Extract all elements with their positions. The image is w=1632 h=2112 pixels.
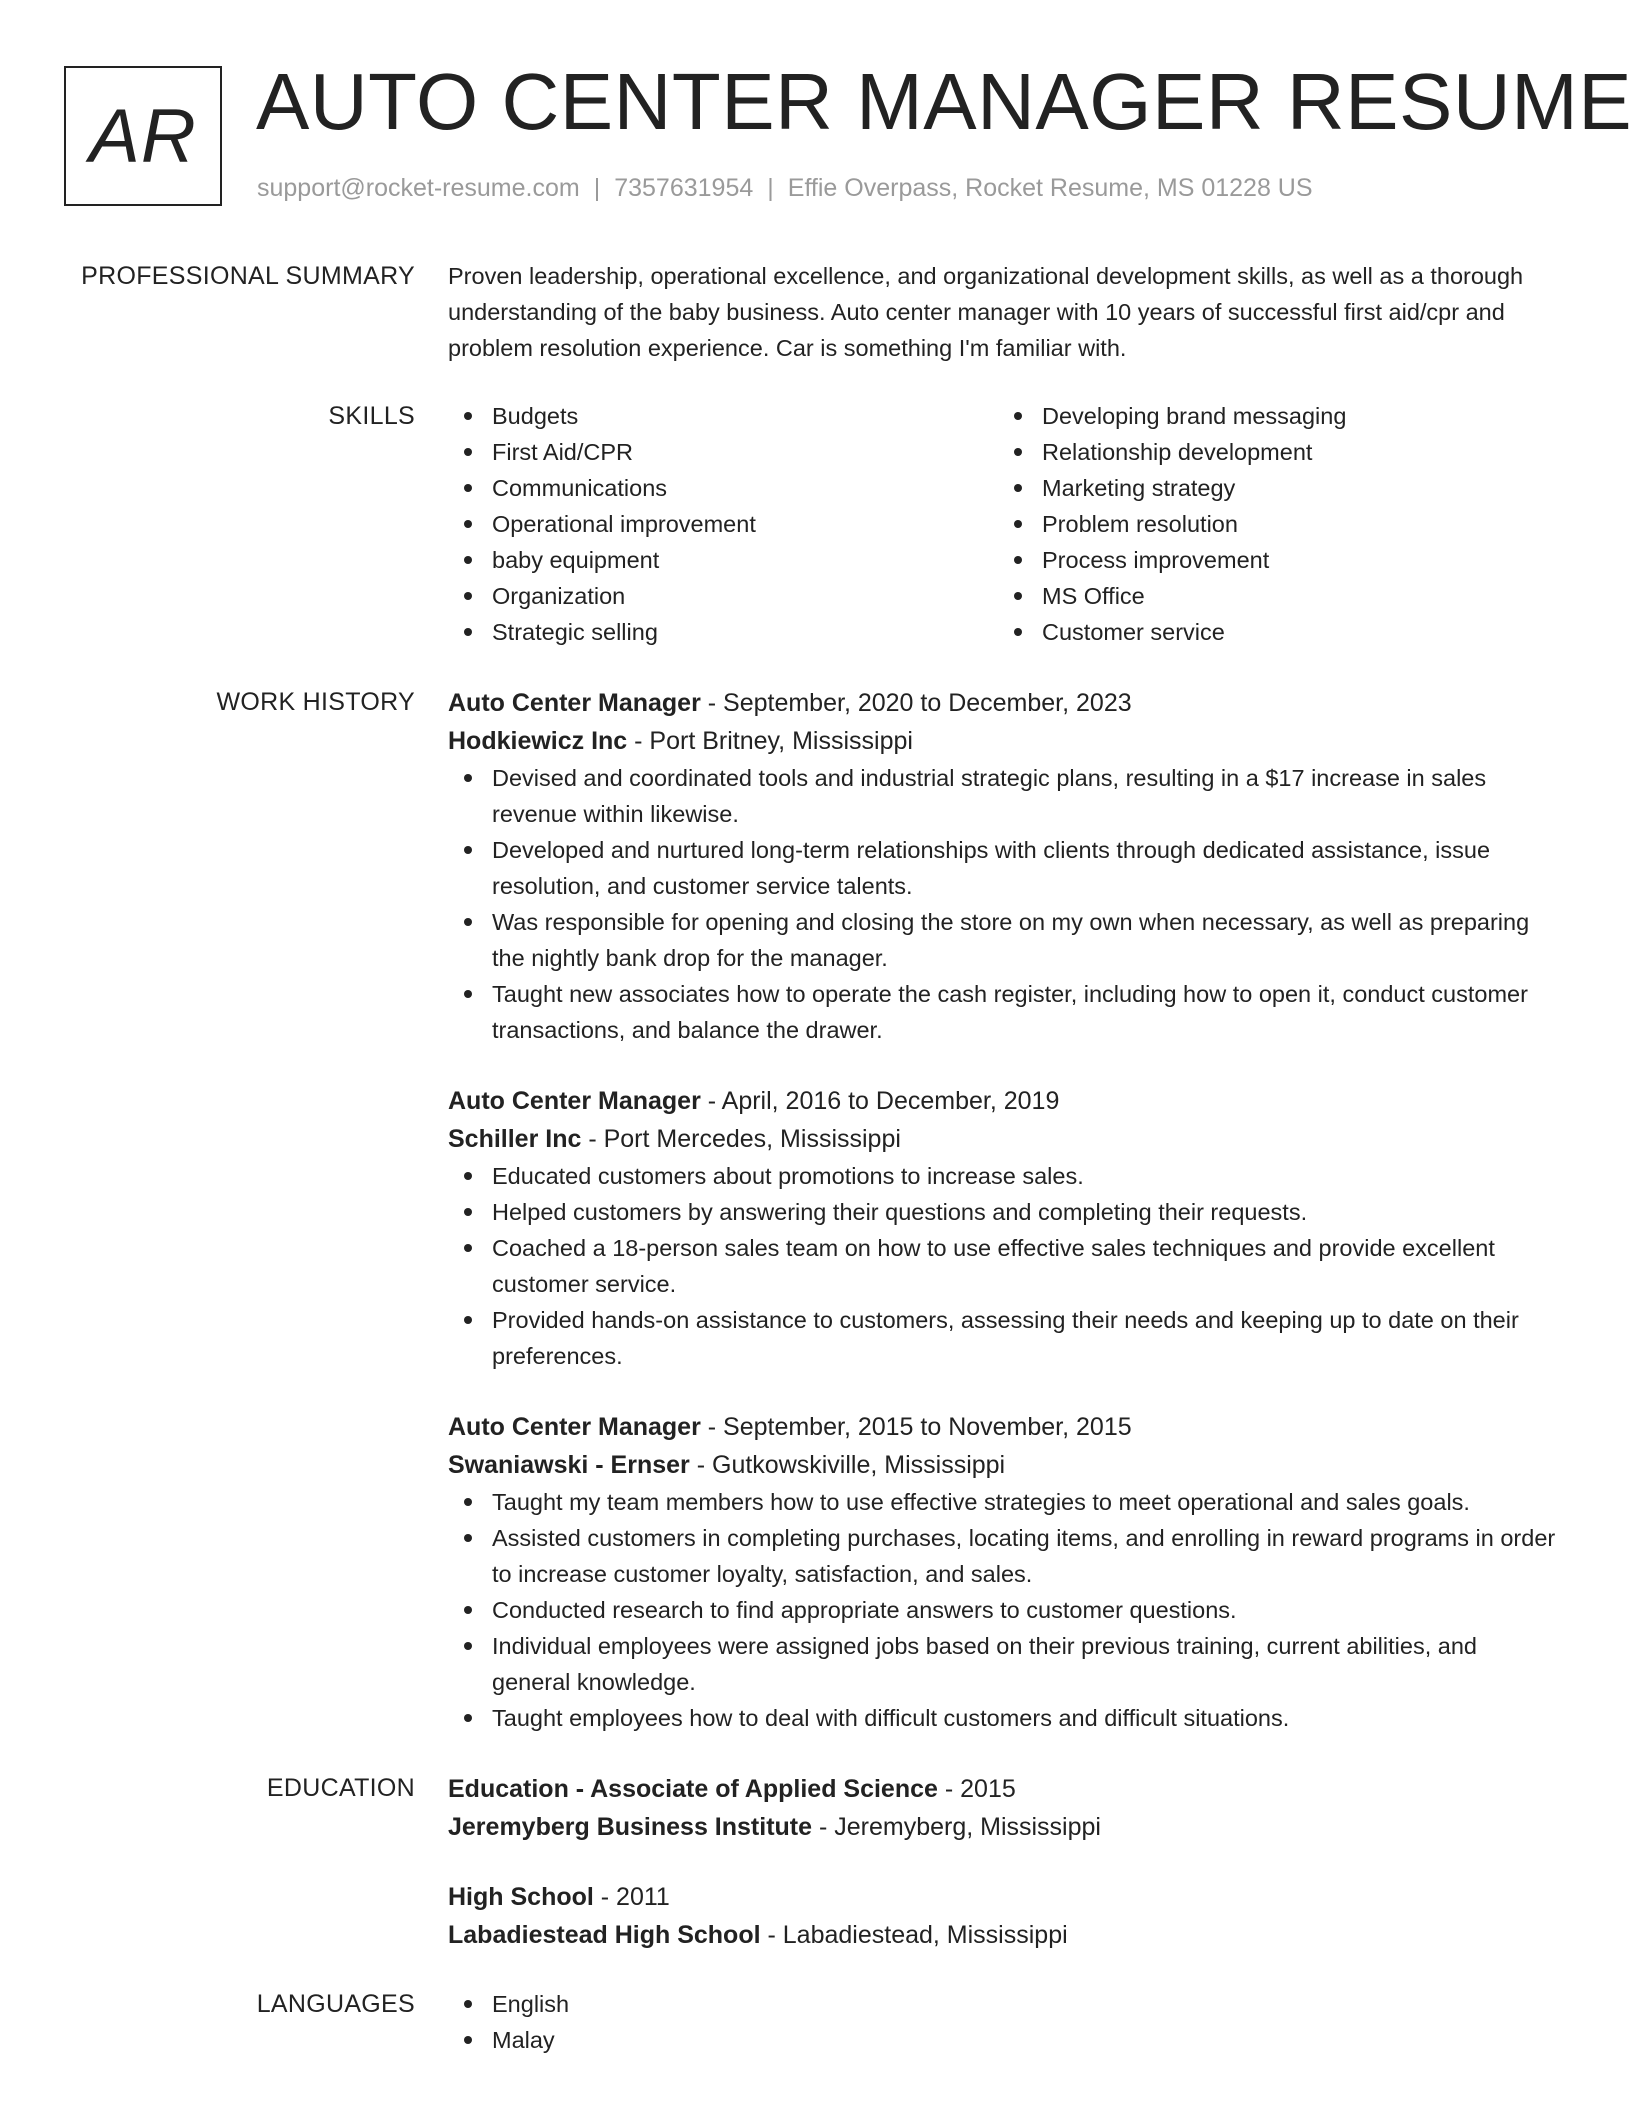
education-degree-line	[448, 1878, 1556, 1916]
job-bullet-list	[448, 1484, 1556, 1736]
section-label-work: WORK HISTORY	[216, 688, 415, 716]
language-item: English	[448, 1986, 1556, 2022]
job-bullet: Coached a 18-person sales team on how to use effective sales techniques and provide excellent customer service.	[448, 1230, 1556, 1302]
job-company: Swaniawski - Ernser	[448, 1451, 690, 1479]
skills-grid	[448, 398, 1556, 650]
job-location: - Port Britney, Mississippi	[627, 727, 913, 755]
summary-body	[448, 258, 1556, 366]
job-entry	[448, 684, 1556, 1048]
job-bullet-list	[448, 1158, 1556, 1374]
summary-section	[0, 258, 1632, 366]
job-location: - Gutkowskiville, Mississippi	[689, 1451, 1006, 1479]
languages-list	[448, 1986, 1556, 2058]
education-body	[448, 1770, 1556, 1986]
education-degree: High School	[448, 1883, 594, 1911]
job-bullet: Individual employees were assigned jobs based on their previous training, current abilities, and general knowledge.	[448, 1628, 1556, 1700]
skills-column-left	[448, 398, 998, 650]
contact-email: support@rocket-resume.com	[257, 174, 580, 202]
skill-item: Organization	[448, 578, 998, 614]
skills-column-right	[998, 398, 1548, 650]
job-bullet: Taught new associates how to operate the cash register, including how to open it, conduct customer transactions, and balance the drawer.	[448, 976, 1556, 1048]
job-location: - Port Mercedes, Mississippi	[581, 1125, 901, 1153]
skills-body	[448, 398, 1556, 650]
education-degree: Education - Associate of Applied Science	[448, 1775, 938, 1803]
skill-item: Customer service	[998, 614, 1548, 650]
job-company-line	[448, 1446, 1556, 1484]
skill-item: MS Office	[998, 578, 1548, 614]
languages-section	[0, 1986, 1632, 2058]
contact-line	[257, 174, 1313, 203]
education-degree-line	[448, 1770, 1556, 1808]
job-bullet: Educated customers about promotions to increase sales.	[448, 1158, 1556, 1194]
job-title: Auto Center Manager	[448, 1413, 701, 1441]
education-year: - 2011	[593, 1883, 670, 1911]
contact-address: Effie Overpass, Rocket Resume, MS 01228 US	[787, 174, 1313, 202]
skill-item: Developing brand messaging	[998, 398, 1548, 434]
skill-item: Marketing strategy	[998, 470, 1548, 506]
job-title-line	[448, 684, 1556, 722]
job-bullet: Helped customers by answering their questions and completing their requests.	[448, 1194, 1556, 1230]
summary-text: Proven leadership, operational excellence, and organizational development skills, as well as a thorough understanding of the baby business. Auto center manager with 10 years of successful first aid/cpr and problem resolution experience. Car is something I'm familiar with.	[448, 263, 1524, 361]
education-entry	[448, 1878, 1556, 1954]
language-item: Malay	[448, 2022, 1556, 2058]
work-history-section	[0, 684, 1632, 1770]
monogram-initials: AR	[89, 93, 197, 179]
job-bullet: Was responsible for opening and closing the store on my own when necessary, as well as preparing the nightly bank drop for the manager.	[448, 904, 1556, 976]
skill-item: Problem resolution	[998, 506, 1548, 542]
job-bullet: Conducted research to find appropriate answers to customer questions.	[448, 1592, 1556, 1628]
work-history-body	[448, 684, 1556, 1770]
education-school: Labadiestead High School	[448, 1921, 761, 1949]
skills-section	[0, 398, 1632, 650]
education-section	[0, 1770, 1632, 1986]
education-location: - Jeremyberg, Mississippi	[812, 1813, 1101, 1841]
job-bullet-list	[448, 760, 1556, 1048]
job-company-line	[448, 722, 1556, 760]
job-entry	[448, 1082, 1556, 1374]
education-entry	[448, 1770, 1556, 1846]
skill-item: Relationship development	[998, 434, 1548, 470]
job-bullet: Developed and nurtured long-term relationships with clients through dedicated assistance, issue resolution, and customer service talents.	[448, 832, 1556, 904]
job-title: Auto Center Manager	[448, 1087, 701, 1115]
education-school-line	[448, 1916, 1556, 1954]
contact-phone: 7357631954	[614, 174, 754, 202]
languages-body	[448, 1986, 1556, 2058]
job-dates: - September, 2015 to November, 2015	[700, 1413, 1132, 1441]
section-label-skills: SKILLS	[328, 402, 415, 430]
skill-item: Budgets	[448, 398, 998, 434]
skill-item: Operational improvement	[448, 506, 998, 542]
job-title-line	[448, 1082, 1556, 1120]
skill-item: baby equipment	[448, 542, 998, 578]
job-company-line	[448, 1120, 1556, 1158]
section-label-education: EDUCATION	[266, 1774, 415, 1802]
education-location: - Labadiestead, Mississippi	[760, 1921, 1068, 1949]
job-bullet: Taught employees how to deal with difficult customers and difficult situations.	[448, 1700, 1556, 1736]
job-company: Hodkiewicz Inc	[448, 727, 628, 755]
job-bullet: Taught my team members how to use effective strategies to meet operational and sales goals.	[448, 1484, 1556, 1520]
job-bullet: Provided hands-on assistance to customers, assessing their needs and keeping up to date on their preferences.	[448, 1302, 1556, 1374]
section-label-languages: LANGUAGES	[256, 1990, 415, 2018]
education-school: Jeremyberg Business Institute	[448, 1813, 813, 1841]
contact-separator: |	[593, 174, 601, 202]
job-dates: - September, 2020 to December, 2023	[700, 689, 1132, 717]
job-dates: - April, 2016 to December, 2019	[700, 1087, 1060, 1115]
job-bullet: Assisted customers in completing purchases, locating items, and enrolling in reward programs in order to increase customer loyalty, satisfaction, and sales.	[448, 1520, 1556, 1592]
contact-separator: |	[767, 174, 774, 202]
page-title: AUTO CENTER MANAGER RESUME	[256, 57, 1632, 146]
job-company: Schiller Inc	[448, 1125, 582, 1153]
job-title: Auto Center Manager	[448, 689, 701, 717]
job-title-line	[448, 1408, 1556, 1446]
education-school-line	[448, 1808, 1556, 1846]
section-label-summary: PROFESSIONAL SUMMARY	[81, 262, 415, 290]
skill-item: Strategic selling	[448, 614, 998, 650]
education-year: - 2015	[937, 1775, 1016, 1803]
monogram-box	[64, 66, 222, 206]
skill-item: Process improvement	[998, 542, 1548, 578]
job-entry	[448, 1408, 1556, 1736]
job-bullet: Devised and coordinated tools and industrial strategic plans, resulting in a $17 increase in sales revenue within likewise.	[448, 760, 1556, 832]
resume-content	[0, 258, 1632, 2058]
skill-item: Communications	[448, 470, 998, 506]
skill-item: First Aid/CPR	[448, 434, 998, 470]
